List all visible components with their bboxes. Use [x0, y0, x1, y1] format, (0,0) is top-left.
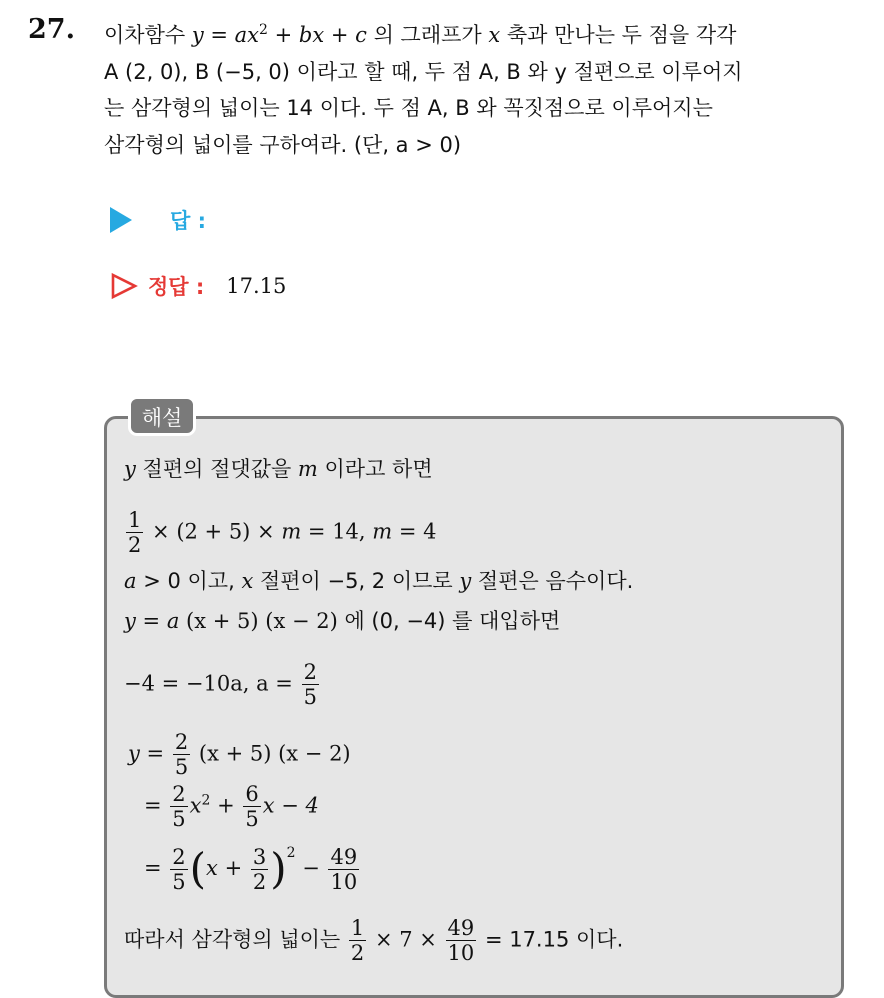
correct-answer-label: 정답 : — [148, 275, 205, 299]
fraction-two-fifths: $\frac{2}{5}$ — [303, 660, 317, 709]
play-icon — [110, 207, 132, 233]
question-line-4: 삼각형의 넓이를 구하여라. (단, a > 0) — [104, 132, 462, 157]
solution-line-8: = $\frac{2}{5}$ (x + $\frac{3}{2}$ )$^2$ − $\frac{49}{10}$ — [144, 844, 358, 894]
question-line-2: A (2, 0), B (−5, 0) 이라고 할 때, 두 점 A, B 와 y 절편으로 이루어지 — [104, 59, 743, 84]
fraction-two-fifths: $\frac{2}{5}$ — [172, 782, 186, 831]
solution-line-7: = $\frac{2}{5}$ $x^2$ + $\frac{6}{5}$ x − 4 — [144, 782, 319, 831]
outline-play-icon — [110, 272, 138, 300]
fraction-one-half: $\frac{1}{2}$ — [350, 916, 365, 965]
correct-answer-value: 17.15 — [226, 274, 287, 298]
solution-line-9: 따라서 삼각형의 넓이는 $\frac{1}{2}$ × 7 × $\frac{49}{10}$ = 17.15 이다. — [124, 916, 624, 965]
answer-label: 답 : — [170, 209, 206, 233]
fraction-49-over-10: $\frac{49}{10}$ — [330, 844, 358, 894]
correct-answer-row — [104, 266, 286, 306]
fraction-six-fifths: $\frac{6}{5}$ — [245, 782, 259, 831]
solution-line-1: y 절편의 절댓값을 m 이라고 하면 — [124, 457, 433, 481]
question-line-1: 이차함수 $y = ax^2$ + bx + c 의 그래프가 x 축과 만나는 두 점을 각각 — [104, 22, 737, 47]
solution-line-5: −4 = −10a, a = $\frac{2}{5}$ — [124, 660, 317, 709]
solution-line-3: a > 0 이고, x 절편이 −5, 2 이므로 y 절편은 음수이다. — [124, 569, 634, 593]
fraction-two-fifths: $\frac{2}{5}$ — [174, 730, 189, 779]
answer-row — [104, 200, 206, 240]
fraction-49-over-10: $\frac{49}{10}$ — [447, 916, 475, 965]
question-text — [104, 12, 864, 163]
solution-tab: 해설 — [128, 396, 196, 436]
solution-line-2: $\frac{1}{2}$ × (2 + 5) × m = 14, m = 4 — [128, 508, 437, 557]
fraction-one-half: $\frac{1}{2}$ — [128, 508, 142, 557]
question-number: 27. — [28, 14, 75, 45]
solution-line-6: y = $\frac{2}{5}$ (x + 5) (x − 2) — [128, 730, 351, 779]
solution-line-4: y = a (x + 5) (x − 2) 에 (0, −4) 를 대입하면 — [124, 609, 561, 633]
question-line-3: 는 삼각형의 넓이는 14 이다. 두 점 A, B 와 꼭짓점으로 이루어지는 — [104, 96, 713, 120]
fraction-three-halves: $\frac{3}{2}$ — [252, 844, 267, 894]
fraction-two-fifths: $\frac{2}{5}$ — [172, 844, 186, 894]
